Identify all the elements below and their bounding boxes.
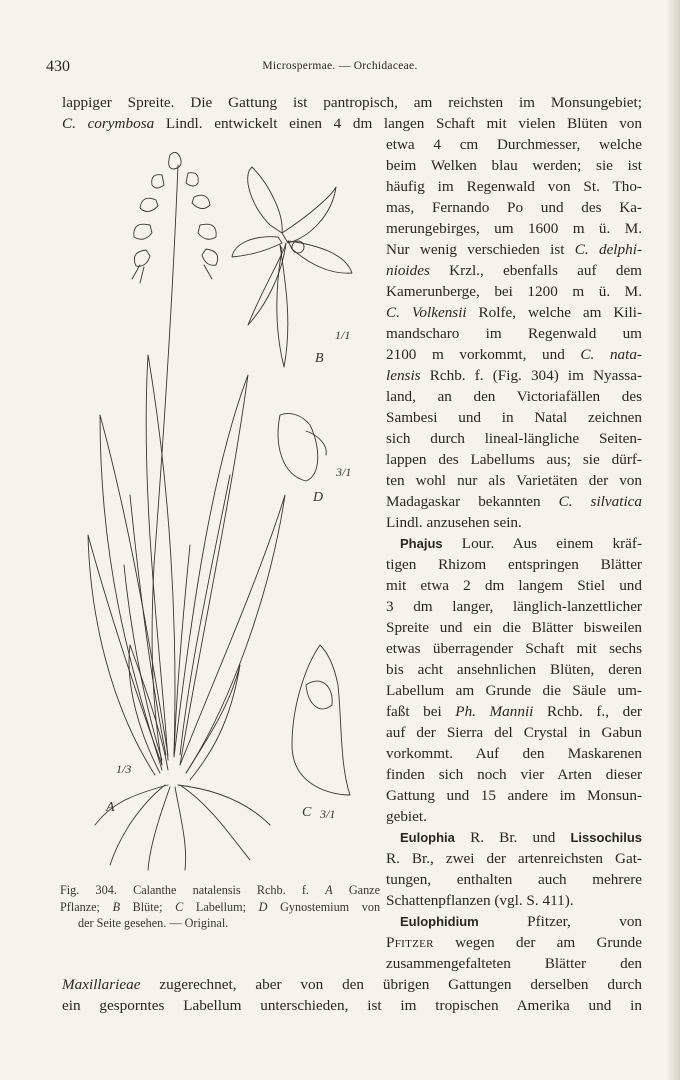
- body-line: zusammengefalteten Blätter den: [386, 955, 642, 972]
- body-line: auf der Sierra del Crystal in Gabun: [386, 724, 642, 741]
- page-edge-shadow: [666, 0, 680, 1080]
- figure-label-a: A: [106, 800, 115, 815]
- body-line: sich durch lineal-längliche Seiten-: [386, 430, 642, 447]
- body-line: Labellum am Grunde die Säule um-: [386, 682, 642, 699]
- body-line: Eulophia R. Br. und Lissochilus: [400, 829, 642, 846]
- body-line: Pfitzer wegen der am Grunde: [386, 934, 642, 951]
- body-line: finden sich noch vier Arten dieser: [386, 766, 642, 783]
- page-header: [0, 58, 680, 78]
- body-line: lensis Rchb. f. (Fig. 304) im Nyassa-: [386, 367, 642, 384]
- figure-label-d-scale: 3/1: [336, 465, 352, 479]
- body-line: lappen des Labellums aus; sie dürf-: [386, 451, 642, 468]
- body-line: land, an den Victoriafällen des: [386, 388, 642, 405]
- body-line: etwa 4 cm Durchmesser, welche: [386, 136, 642, 153]
- body-line: bis acht ansehnlichen Blüten, deren: [386, 661, 642, 678]
- figure-label-c-scale: 3/1: [320, 807, 336, 821]
- body-line: merungebirges, um 1600 m ü. M.: [386, 220, 642, 237]
- body-line: mit etwa 2 dm langem Stiel und: [386, 577, 642, 594]
- body-line: Gattung und 15 andere im Monsun-: [386, 787, 642, 804]
- caption-line: Pflanze; B Blüte; C Labellum; D Gynostemium von: [60, 899, 380, 914]
- caption-line: Fig. 304. Calanthe natalensis Rchb. f. A Ganze: [60, 883, 380, 897]
- figure-label-b: B: [315, 351, 324, 366]
- figure-caption: [60, 882, 380, 932]
- body-line: Maxillarieae zugerechnet, aber von den übrigen Gattungen derselben durch: [62, 976, 642, 993]
- body-line: häufig im Regenwald von St. Tho-: [386, 178, 642, 195]
- body-line: Sambesi und in Natal zeichnen: [386, 409, 642, 426]
- body-line: beim Welken blau werden; sie ist: [386, 157, 642, 174]
- body-line: Nur wenig verschieden ist C. delphi-: [386, 241, 642, 258]
- body-line: Schattenpflanzen (vgl. S. 411).: [386, 892, 574, 909]
- body-line: vorkommt. Auf den Maskarenen: [386, 745, 642, 762]
- body-line: Spreite und ein die Blätter bisweilen: [386, 619, 642, 636]
- body-line: nioides Krzl., ebenfalls auf dem: [386, 262, 642, 279]
- body-line: Phajus Lour. Aus einem kräf-: [400, 535, 642, 552]
- body-line: gebiet.: [386, 808, 427, 825]
- body-line: Madagaskar bekannten C. silvatica: [386, 493, 642, 510]
- body-line: tungen, enthalten auch mehrere: [386, 871, 642, 888]
- body-line: mandscharo im Regenwald um: [386, 325, 642, 342]
- body-line: ein gesporntes Labellum unterschieden, ist im tropischen Amerika und in: [62, 997, 642, 1014]
- body-line: R. Br., zwei der artenreichsten Gat-: [386, 850, 642, 867]
- body-line: 2100 m vorkommt, und C. nata-: [386, 346, 642, 363]
- body-line: Eulophidium Pfitzer, von: [400, 913, 642, 930]
- caption-line: der Seite gesehen. — Original.: [78, 916, 229, 930]
- body-line: ten wohl nur als Varietäten der von: [386, 472, 642, 489]
- body-line: Lindl. anzusehen sein.: [386, 514, 522, 531]
- body-line: 3 dm langer, länglich-lanzettlicher: [386, 598, 642, 615]
- body-line: etwas überragender Schaft mit sechs: [386, 640, 642, 657]
- figure-label-b-scale: 1/1: [335, 328, 351, 342]
- body-line: lappiger Spreite. Die Gattung ist pantropisch, am reichsten im Monsungebiet;: [62, 94, 642, 111]
- body-line: faßt bei Ph. Mannii Rchb. f., der: [386, 703, 642, 720]
- body-line: Kamerunberge, bei 1200 m ü. M.: [386, 283, 642, 300]
- figure-label-a-scale: 1/3: [116, 762, 132, 776]
- figure-label-d: D: [313, 490, 324, 505]
- figure-label-c: C: [302, 805, 312, 820]
- body-line: C. Volkensii Rolfe, welche am Kili-: [386, 304, 642, 321]
- running-head: Microspermae. — Orchidaceae.: [262, 60, 418, 72]
- orchid-illustration: [70, 145, 370, 880]
- body-line: mas, Fernando Po und des Ka-: [386, 199, 642, 216]
- page-number: 430: [46, 58, 70, 75]
- body-line: tigen Rhizom entspringen Blätter: [386, 556, 642, 573]
- figure-304: [70, 145, 370, 880]
- body-line: C. corymbosa Lindl. entwickelt einen 4 dm langen Schaft mit vielen Blüten von: [62, 115, 642, 132]
